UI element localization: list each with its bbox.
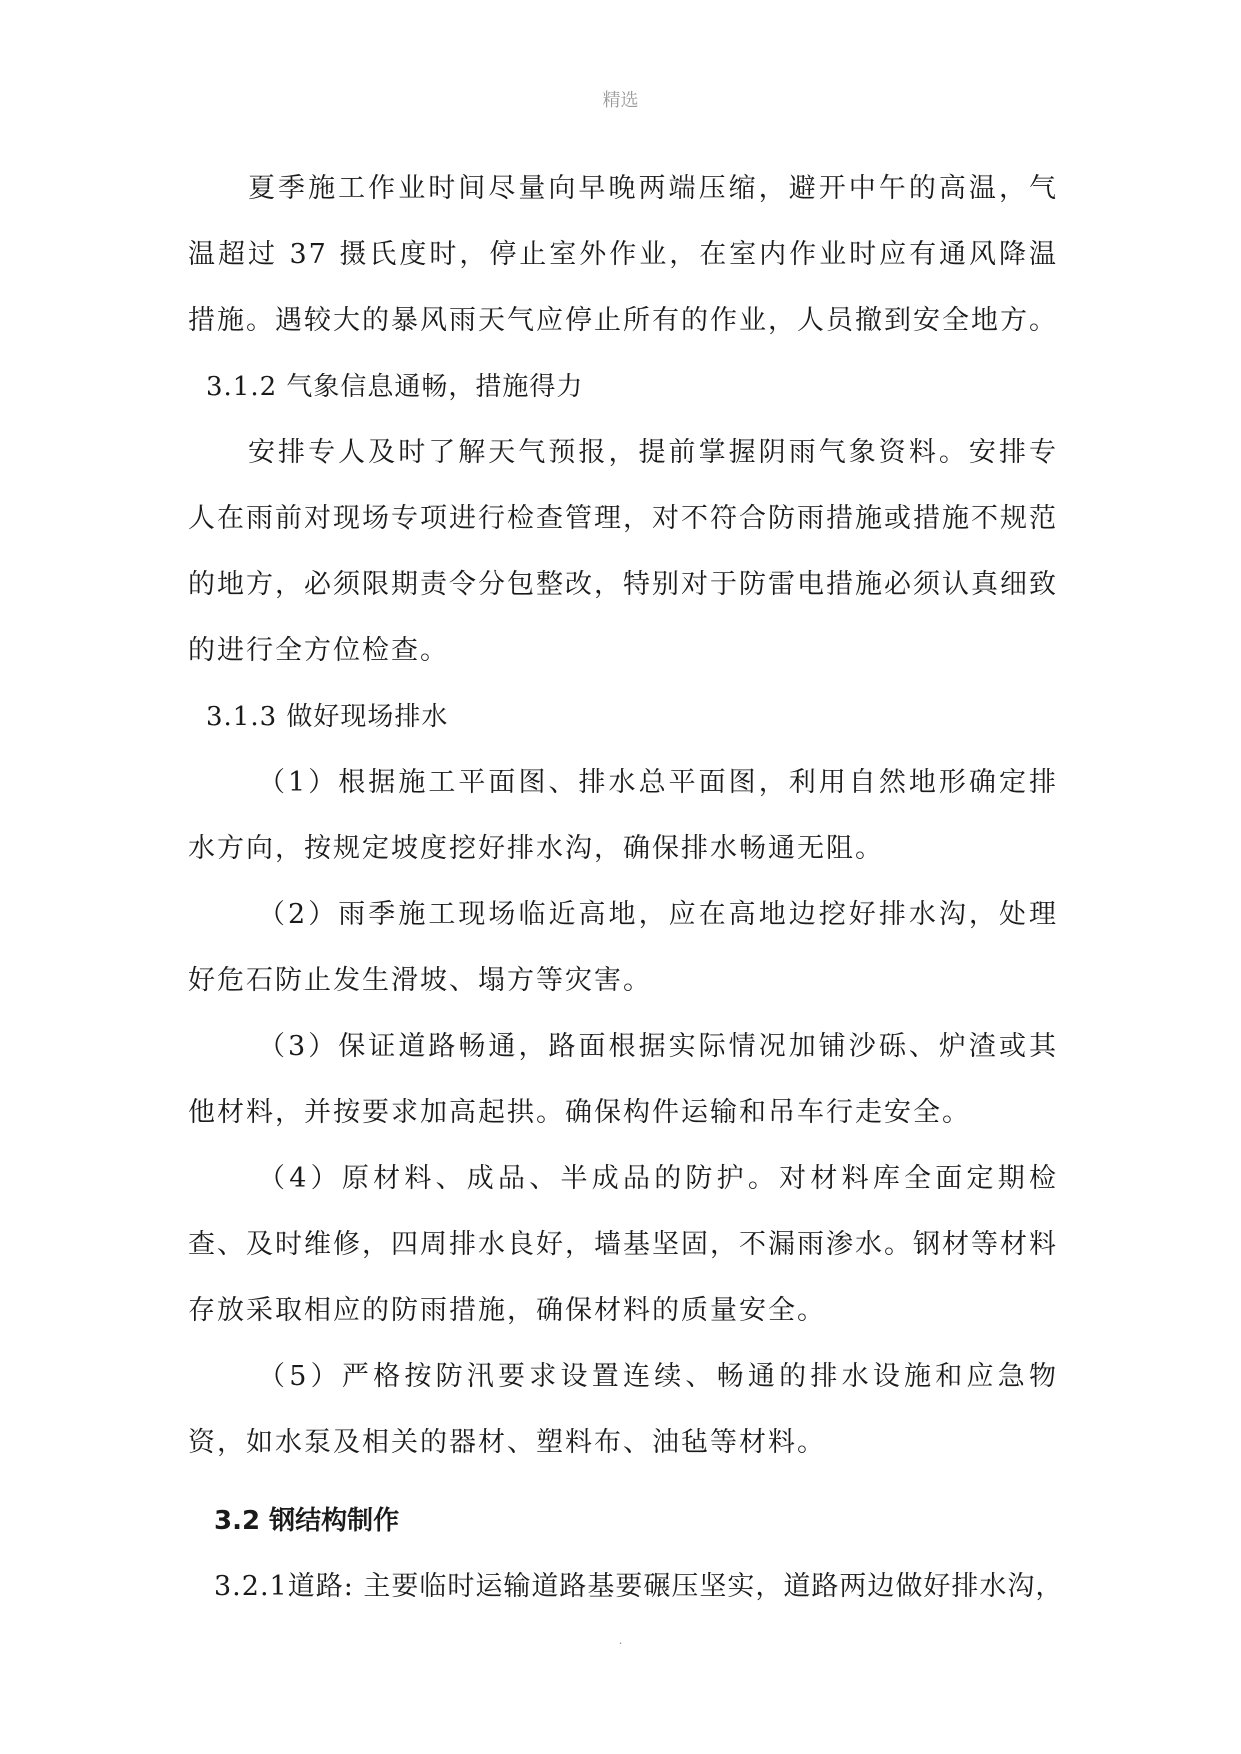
list-item-1: （1）根据施工平面图、排水总平面图，利用自然地形确定排水方向，按规定坡度挖好排水沟，确保排水畅通无阻。 xyxy=(188,767,1058,864)
list-item-3: （3）保证道路畅通，路面根据实际情况加铺沙砾、炉渣或其他材料，并按要求加高起拱。确保构件运输和吊车行走安全。 xyxy=(188,1031,1058,1128)
paragraph-3-2-1-road: 3.2.1道路: 主要临时运输道路基要碾压坚实，道路两边做好排水沟， xyxy=(214,1571,1064,1602)
list-item-5: （5）严格按防汛要求设置连续、畅通的排水设施和应急物资，如水泵及相关的器材、塑料布、油毡等材料。 xyxy=(188,1361,1058,1458)
paragraph-summer-construction: 夏季施工作业时间尽量向早晚两端压缩，避开中午的高温，气温超过 37 摄氏度时，停止室外作业，在室内作业时应有通风降温措施。遇较大的暴风雨天气应停止所有的作业，人员撤到安全地方。 xyxy=(188,173,1058,336)
heading-3-1-3: 3.1.3 做好现场排水 xyxy=(206,702,449,732)
heading-3-2: 3.2 钢结构制作 xyxy=(214,1506,400,1536)
heading-3-1-2: 3.1.2 气象信息通畅，措施得力 xyxy=(206,372,584,402)
page-footer-mark: . xyxy=(618,1633,623,1647)
document-body xyxy=(188,156,1064,1620)
list-item-2: （2）雨季施工现场临近高地，应在高地边挖好排水沟，处理好危石防止发生滑坡、塌方等灾害。 xyxy=(188,899,1058,996)
list-item-4: （4）原材料、成品、半成品的防护。对材料库全面定期检查、及时维修，四周排水良好，墙基坚固，不漏雨渗水。钢材等材料存放采取相应的防雨措施，确保材料的质量安全。 xyxy=(188,1163,1058,1326)
paragraph-weather-info: 安排专人及时了解天气预报，提前掌握阴雨气象资料。安排专人在雨前对现场专项进行检查管理，对不符合防雨措施或措施不规范的地方，必须限期责令分包整改，特别对于防雷电措施必须认真细致的进行全方位检查。 xyxy=(188,437,1058,666)
page-header: 精选 xyxy=(602,90,639,111)
